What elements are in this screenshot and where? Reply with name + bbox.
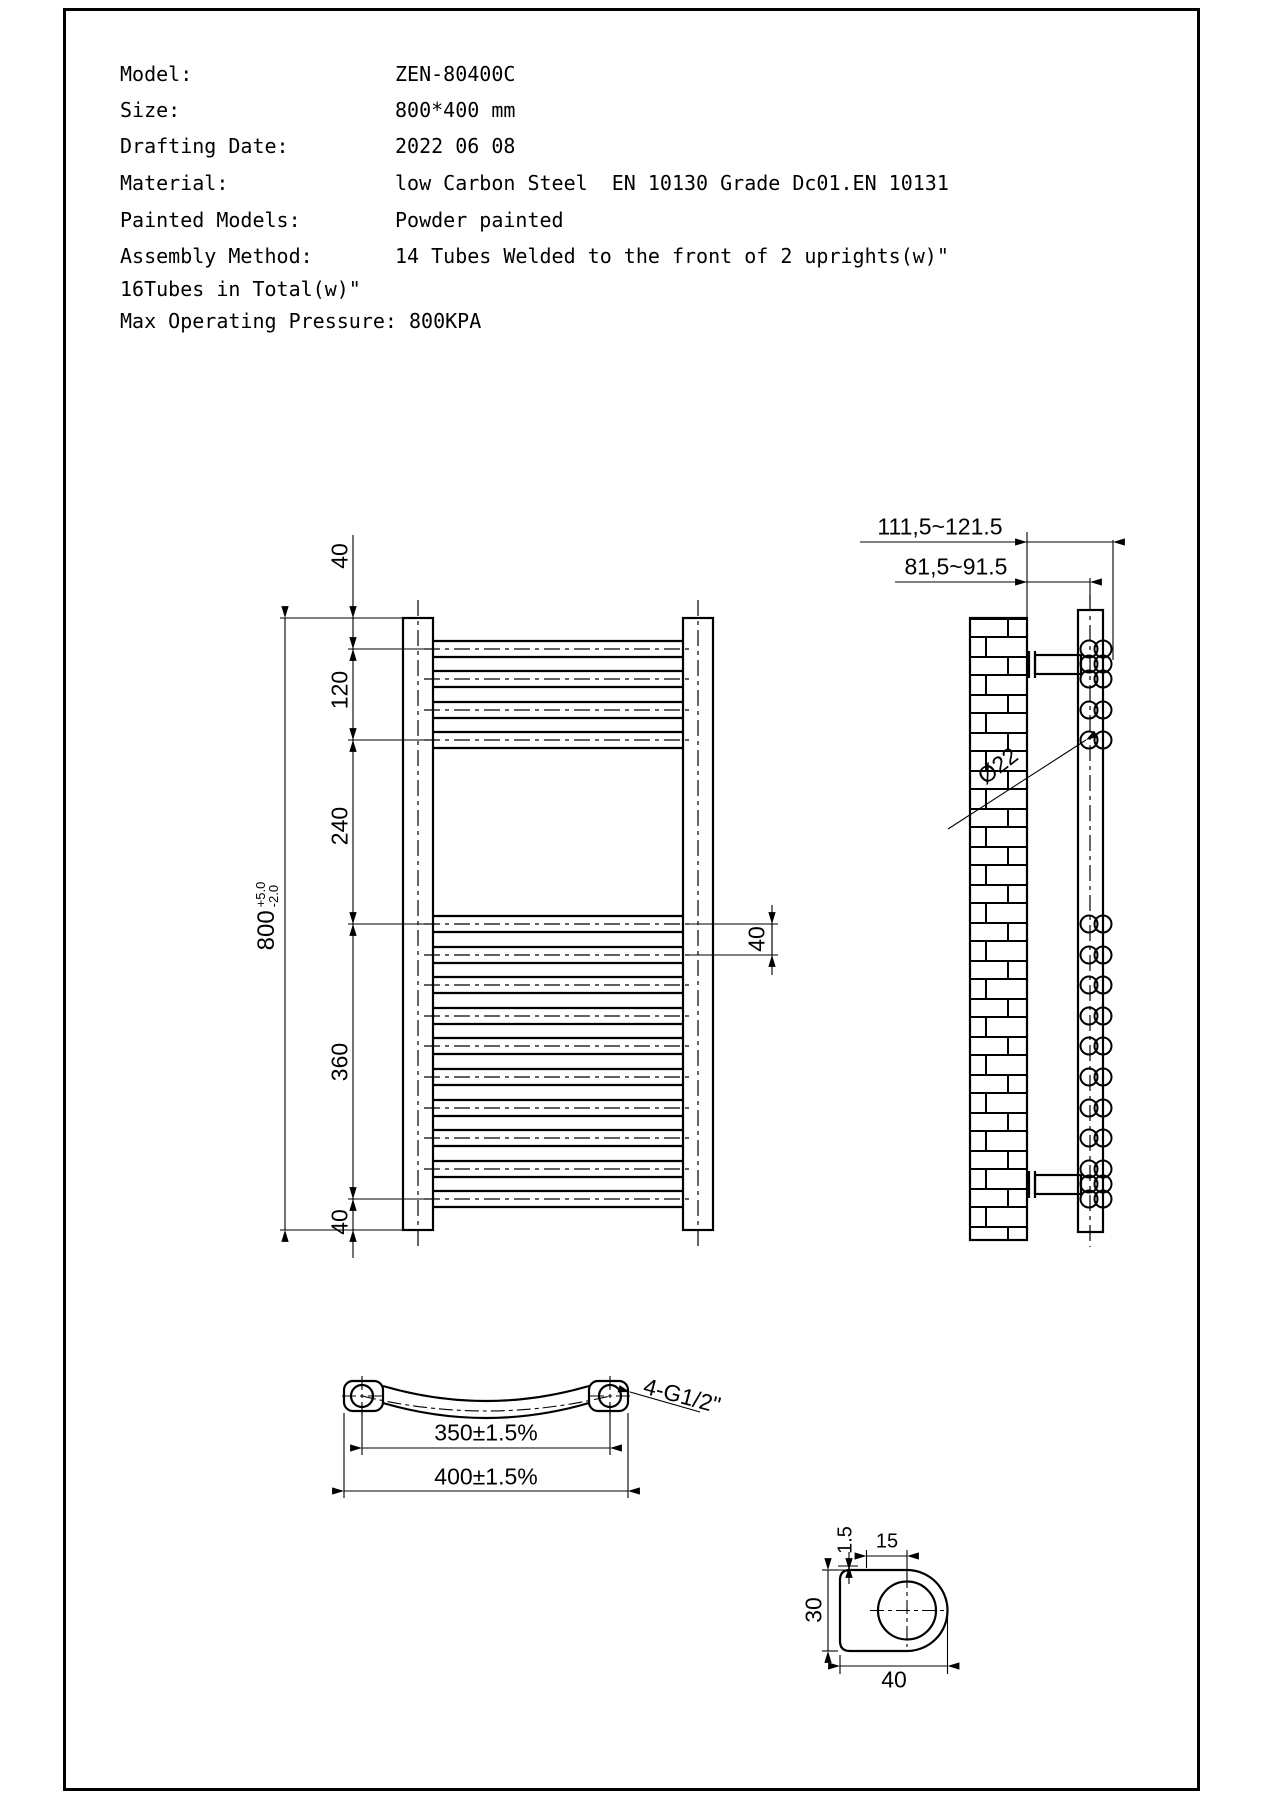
wall-bracket-top [1029, 651, 1081, 678]
dim-chain-360: 360 [326, 1042, 353, 1082]
dim-detail-width-40: 40 [881, 1666, 907, 1693]
info-value-size: 800*400 mm [395, 98, 516, 122]
info-value-painted: Powder painted [395, 208, 564, 232]
dim-chain-40-top: 40 [326, 543, 353, 569]
info-label-size: Size: [120, 98, 181, 122]
dim-connections-g12: 4-G1/2" [640, 1372, 724, 1419]
dim-chain-240: 240 [326, 806, 353, 846]
dim-overall-400: 400±1.5% [434, 1463, 538, 1490]
dim-overall-tol-minus: -2.0 [266, 884, 281, 908]
info-label-material: Material: [120, 171, 229, 195]
dim-tube-diameter: Ø22 [972, 741, 1023, 790]
info-line-tubes-total: 16Tubes in Total(w)" [120, 277, 361, 301]
dim-centers-350: 350±1.5% [434, 1419, 538, 1446]
dim-chain-120: 120 [326, 670, 353, 710]
side-view [860, 532, 1113, 1247]
dim-overall-value: 800 [253, 910, 280, 951]
info-label-model: Model: [120, 62, 193, 86]
wall-bracket-bottom [1029, 1171, 1081, 1198]
dim-wall-to-far: 111,5~121.5 [877, 513, 1003, 540]
dim-detail-height-30: 30 [800, 1597, 827, 1623]
info-label-painted: Painted Models: [120, 208, 301, 232]
info-value-model: ZEN-80400C [395, 62, 516, 86]
dim-chain-40-bottom: 40 [326, 1209, 353, 1235]
dim-detail-gap-1-5: 1.5 [834, 1526, 857, 1554]
dim-overall-height [217, 882, 317, 951]
info-value-assembly: 14 Tubes Welded to the front of 2 uprights(w)" [395, 244, 949, 268]
info-label-assembly: Assembly Method: [120, 244, 313, 268]
front-view [280, 535, 778, 1258]
info-value-material: low Carbon Steel EN 10130 Grade Dc01.EN 10131 [395, 171, 949, 195]
info-line-max-pressure: Max Operating Pressure: 800KPA [120, 309, 482, 333]
dim-wall-to-near: 81,5~91.5 [904, 553, 1008, 580]
info-value-date: 2022 06 08 [395, 134, 516, 158]
info-label-date: Drafting Date: [120, 134, 289, 158]
detail-view [822, 1550, 948, 1674]
dim-tube-pitch-40: 40 [743, 926, 770, 952]
dim-detail-offset-15: 15 [875, 1530, 899, 1553]
dim-overall-tol-plus: +5.0 [253, 881, 268, 908]
